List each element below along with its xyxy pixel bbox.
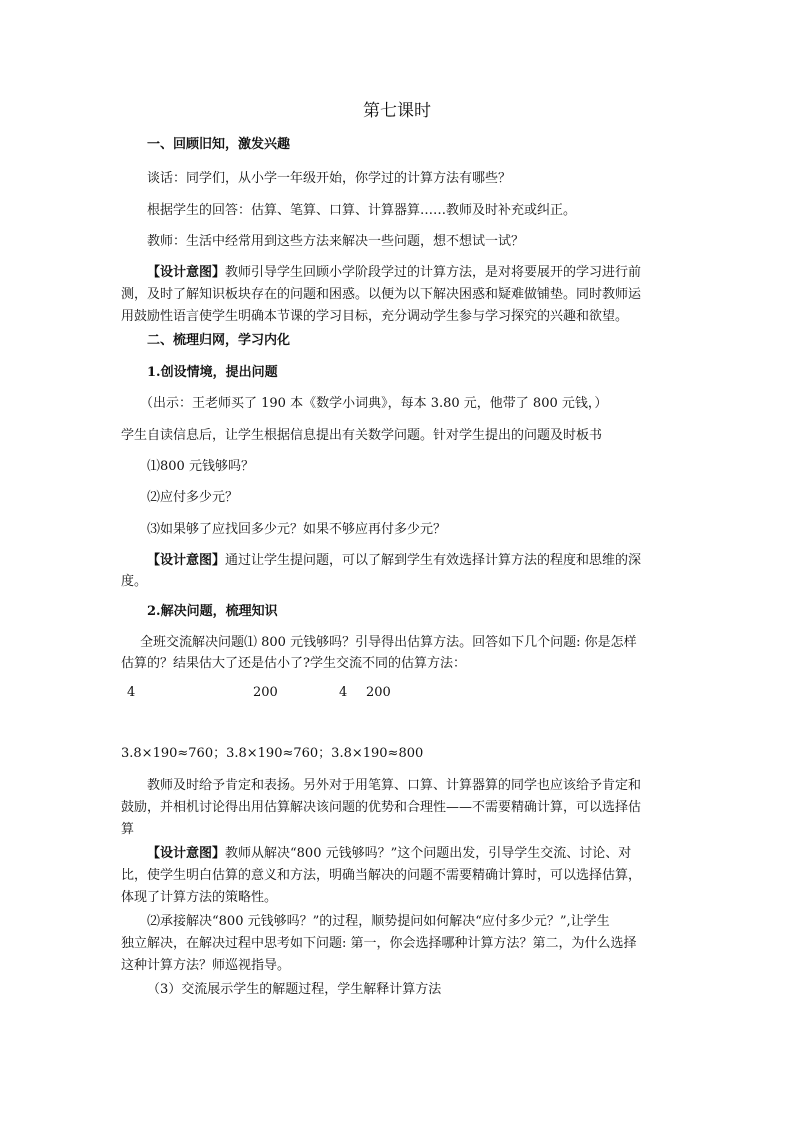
estimate-label-b: 200 <box>253 685 278 700</box>
paragraph-exchange-line1: 全班交流解决问题⑴ 800 元钱够吗？引导得出估算方法。回答如下几个问题: 你是怎样 <box>140 635 637 650</box>
design-intent-3-line2: 比，使学生明白估算的意义和方法，明确当解决的问题不需要精确计算时，可以选择估算， <box>121 868 642 883</box>
question-1: ⑴800 元钱够吗？ <box>147 459 254 474</box>
design-intent-text: 教师从解决“800 元钱够吗？”这个问题出发，引导学生交流、讨论、对 <box>225 846 632 861</box>
paragraph-praise-line1: 教师及时给予肯定和表扬。另外对于用笔算、口算、计算器算的同学也应该给予肯定和 <box>147 778 642 793</box>
paragraph-exchange-line2: 估算的？结果估大了还是估小了?学生交流不同的估算方法： <box>121 656 466 671</box>
subheading-2: 2.解决问题，梳理知识 <box>147 604 278 619</box>
paragraph-step2-line3: 这种计算方法？师巡视指导。 <box>121 958 291 973</box>
design-intent-1-line1 <box>147 262 641 284</box>
question-2: ⑵应付多少元？ <box>147 490 239 505</box>
design-intent-3-line1 <box>147 843 631 865</box>
paragraph-answers: 根据学生的回答：估算、笔算、口算、计算器算……教师及时补充或纠正。 <box>147 203 577 218</box>
subheading-1: 1.创设情境，提出问题 <box>147 365 278 380</box>
design-intent-text: 通过让学生提问题，可以了解到学生有效选择计算方法的程度和思维的深 <box>225 553 642 568</box>
estimate-label-d: 200 <box>366 685 391 700</box>
design-intent-3-line3: 体现了计算方法的策略性。 <box>121 890 278 905</box>
design-intent-text: 教师引导学生回顾小学阶段学过的计算方法，是对将要展开的学习进行前 <box>225 265 642 280</box>
paragraph-read: 学生自读信息后，让学生根据信息提出有关数学问题。针对学生提出的问题及时板书 <box>121 428 603 443</box>
design-intent-2-line2: 度。 <box>121 574 148 589</box>
question-3: ⑶如果够了应找回多少元？如果不够应再付多少元？ <box>147 522 447 537</box>
design-intent-tag: 【设计意图】 <box>147 265 226 280</box>
paragraph-praise-line3: 算 <box>121 822 135 837</box>
page-title: 第七课时 <box>363 101 431 121</box>
estimate-formulas: 3.8×190≈760；3.8×190≈760；3.8×190≈800 <box>121 746 424 761</box>
paragraph-step2-line1: ⑵承接解决“800 元钱够吗？”的过程，顺势提问如何解决“应付多少元？”,让学生 <box>147 914 610 929</box>
paragraph-talk: 谈话：同学们，从小学一年级开始，你学过的计算方法有哪些？ <box>147 171 512 186</box>
paragraph-teacher: 教师：生活中经常用到这些方法来解决一些问题，想不想试一试？ <box>147 234 525 249</box>
paragraph-show: （出示：王老师买了 190 本《数学小词典》，每本 3.80 元，他带了 800 元钱，） <box>140 396 608 411</box>
design-intent-1-line2: 测，及时了解知识板块存在的问题和困惑。以便为以下解决困惑和疑难做铺垫。同时教师运 <box>121 287 642 302</box>
paragraph-step3: （3）交流展示学生的解题过程，学生解释计算方法 <box>147 982 442 997</box>
section2-heading: 二、梳理归网，学习内化 <box>147 333 291 348</box>
design-intent-tag: 【设计意图】 <box>147 846 226 861</box>
estimate-label-a: 4 <box>127 685 136 700</box>
estimate-label-c: 4 <box>339 685 348 700</box>
paragraph-step2-line2: 独立解决，在解决过程中思考如下问题: 第一，你会选择哪种计算方法？第二，为什么选择 <box>121 936 637 951</box>
design-intent-2-line1 <box>147 550 641 572</box>
section1-heading: 一、回顾旧知，激发兴趣 <box>147 137 291 152</box>
design-intent-tag: 【设计意图】 <box>147 553 226 568</box>
paragraph-praise-line2: 鼓励，并相机讨论得出用估算解决该问题的优势和合理性——不需要精确计算，可以选择估 <box>121 800 642 815</box>
design-intent-1-line3: 用鼓励性语言使学生明确本节课的学习目标，充分调动学生参与学习探究的兴趣和欲望。 <box>121 309 629 324</box>
